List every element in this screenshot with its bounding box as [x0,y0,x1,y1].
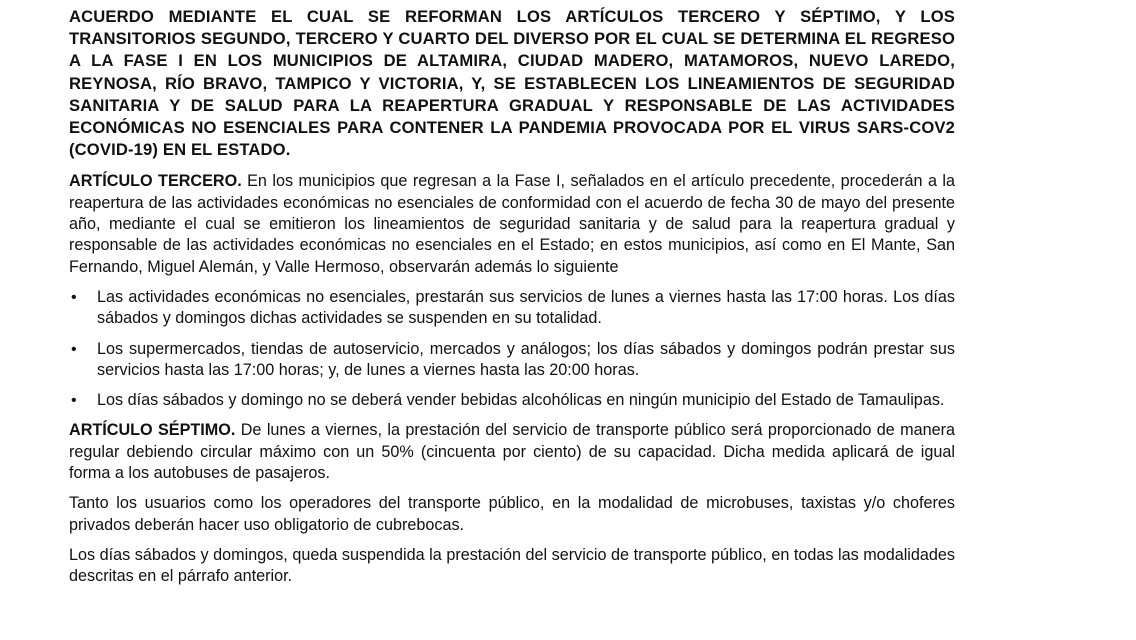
bullet-text: Los supermercados, tiendas de autoservicio, mercados y análogos; los días sábados y domingos podrán prestar sus servicios hasta las 17:00 horas; y, de lunes a viernes hasta las 20:00 horas. [97,339,955,379]
article-seventh-text: De lunes a viernes, la prestación del servicio de transporte público será proporcionado de manera regular debiendo circular máximo con un 50% (cincuenta por ciento) de su capacidad. Dicha medida aplicará de igual forma a los autobuses de pasajeros. [69,421,955,482]
list-item [69,339,955,382]
bullet-text: Las actividades económicas no esenciales, prestarán sus servicios de lunes a viernes hasta las 17:00 horas. Los días sábados y domingos dichas actividades se suspenden en su totalidad. [97,287,955,328]
bullet-icon: • [71,392,77,410]
article-seventh-paragraph [69,420,955,484]
bullet-text: Los días sábados y domingo no se deberá vender bebidas alcohólicas en ningún municipio del Estado de Tamaulipas. [97,391,945,410]
operators-paragraph: Tanto los usuarios como los operadores del transporte público, en la modalidad de microbuses, taxistas y/o choferes privados deberán hacer uso obligatorio de cubrebocas. [69,494,955,534]
article-third-text: En los municipios que regresan a la Fase I, señalados en el artículo precedente, procederán a la reapertura de las actividades económicas no esenciales de conformidad con el acuerdo de fecha 30 de mayo del presente año, mediante el cual se emitieron los lineamientos de seguridad sanitaria y de salud para la reapertura gradual y responsable de las actividades económicas no esenciales en el Estado; en estos municipios, así como en El Mante, San Fernando, Miguel Alemán, y Valle Hermoso, observarán además lo siguiente [69,172,955,276]
article-third-label: ARTÍCULO TERCERO. [69,172,242,191]
article-third-paragraph [69,171,955,277]
article-third-bullet-list [69,287,955,411]
article-seventh-label: ARTÍCULO SÉPTIMO. [69,421,236,440]
bullet-icon: • [71,288,77,306]
document-content [69,6,955,587]
document-heading: ACUERDO MEDIANTE EL CUAL SE REFORMAN LOS ARTÍCULOS TERCERO Y SÉPTIMO, Y LOS TRANSITORIOS SEGUNDO, TERCERO Y CUARTO DEL DIVERSO POR EL CUAL SE DETERMINA EL REGRESO A LA FASE I EN LOS MUNICIPIOS DE ALTAMIRA, CIUDAD MADERO, MATAMOROS, NUEVO LAREDO, REYNOSA, RÍO BRAVO, TAMPICO Y VICTORIA, Y, SE ESTABLECEN LOS LINEAMIENTOS DE SEGURIDAD SANITARIA Y DE SALUD PARA LA REAPERTURA GRADUAL Y RESPONSABLE DE LAS ACTIVIDADES ECONÓMICAS NO ESENCIALES PARA CONTENER LA PANDEMIA PROVOCADA POR EL VIRUS SARS-COV2 (COVID-19) EN EL ESTADO. [69,7,955,160]
bullet-icon: • [71,340,77,358]
weekend-paragraph: Los días sábados y domingos, queda suspendida la prestación del servicio de transporte público, en todas las modalidades descritas en el párrafo anterior. [69,545,955,586]
list-item [69,390,955,411]
list-item [69,287,955,330]
